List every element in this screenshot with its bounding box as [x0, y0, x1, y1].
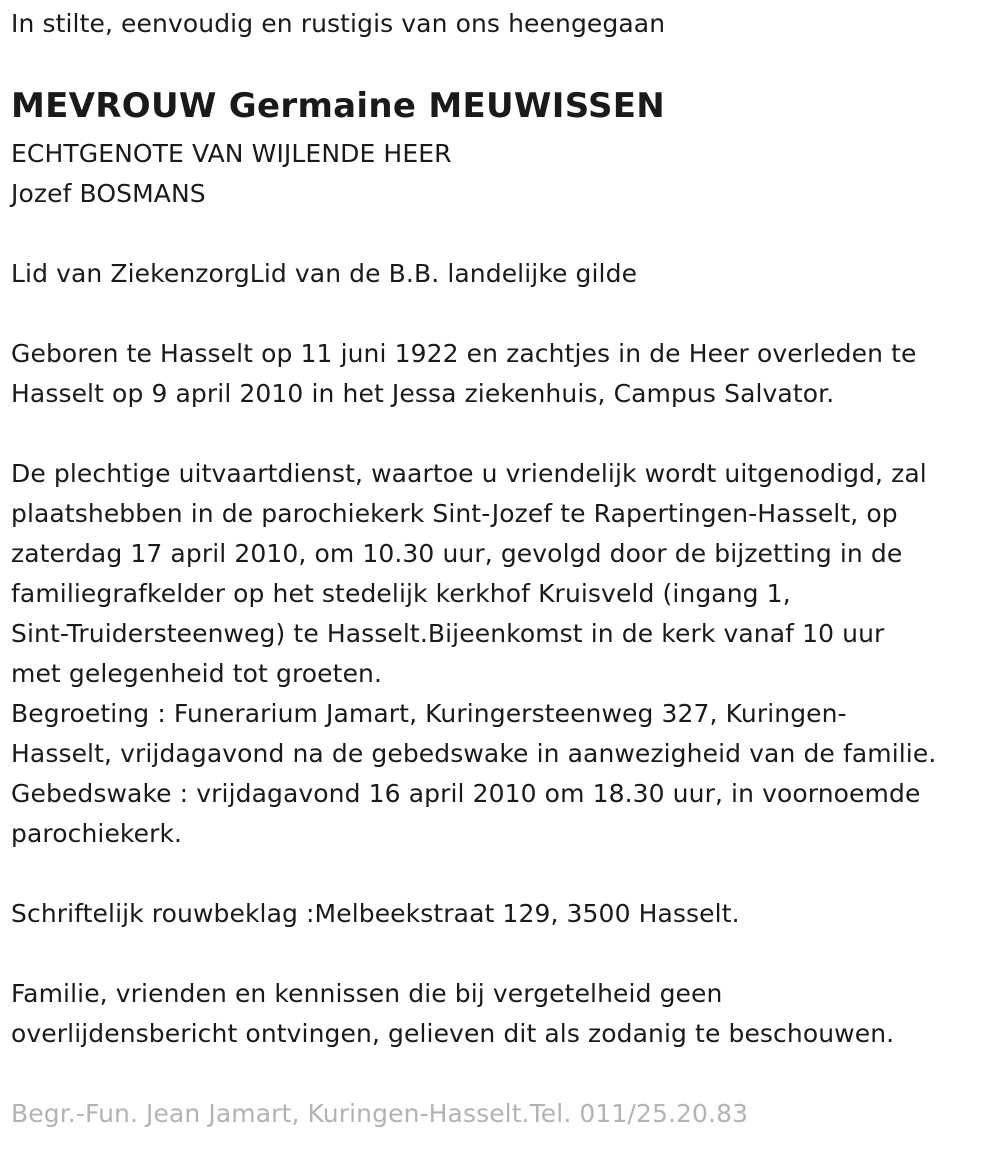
- service-line: plaatshebben in de parochiekerk Sint-Jozef te Rapertingen-Hasselt, op: [11, 499, 898, 528]
- spouse-relation: ECHTGENOTE VAN WIJLENDE HEER: [11, 139, 452, 168]
- service-line: zaterdag 17 april 2010, om 10.30 uur, gevolgd door de bijzetting in de: [11, 539, 903, 568]
- memberships-text: Lid van ZiekenzorgLid van de B.B. landelijke gilde: [11, 259, 638, 288]
- notice-line: overlijdensbericht ontvingen, gelieven dit als zodanig te beschouwen.: [11, 1019, 895, 1048]
- condolences-address: Schriftelijk rouwbeklag :Melbeekstraat 129, 3500 Hasselt.: [11, 899, 740, 928]
- service-line: De plechtige uitvaartdienst, waartoe u vriendelijk wordt uitgenodigd, zal: [11, 459, 927, 488]
- service-line: Gebedswake : vrijdagavond 16 april 2010 om 18.30 uur, in voornoemde: [11, 779, 921, 808]
- birth-death-line: Geboren te Hasselt op 11 juni 1922 en zachtjes in de Heer overleden te: [11, 339, 917, 368]
- service-line: parochiekerk.: [11, 819, 183, 848]
- service-line: Hasselt, vrijdagavond na de gebedswake in aanwezigheid van de familie.: [11, 739, 937, 768]
- service-line: Sint-Truidersteenweg) te Hasselt.Bijeenkomst in de kerk vanaf 10 uur: [11, 619, 885, 648]
- service-line: Begroeting : Funerarium Jamart, Kuringersteenweg 327, Kuringen-: [11, 699, 847, 728]
- birth-death-line: Hasselt op 9 april 2010 in het Jessa ziekenhuis, Campus Salvator.: [11, 379, 835, 408]
- spouse-name: Jozef BOSMANS: [11, 179, 206, 208]
- deceased-name: MEVROUW Germaine MEUWISSEN: [11, 86, 666, 126]
- notice-line: Familie, vrienden en kennissen die bij vergetelheid geen: [11, 979, 723, 1008]
- service-line: familiegrafkelder op het stedelijk kerkhof Kruisveld (ingang 1,: [11, 579, 791, 608]
- funeral-home-footer: Begr.-Fun. Jean Jamart, Kuringen-Hasselt.Tel. 011/25.20.83: [11, 1099, 749, 1128]
- intro-text: In stilte, eenvoudig en rustigis van ons heengegaan: [11, 9, 666, 38]
- service-line: met gelegenheid tot groeten.: [11, 659, 383, 688]
